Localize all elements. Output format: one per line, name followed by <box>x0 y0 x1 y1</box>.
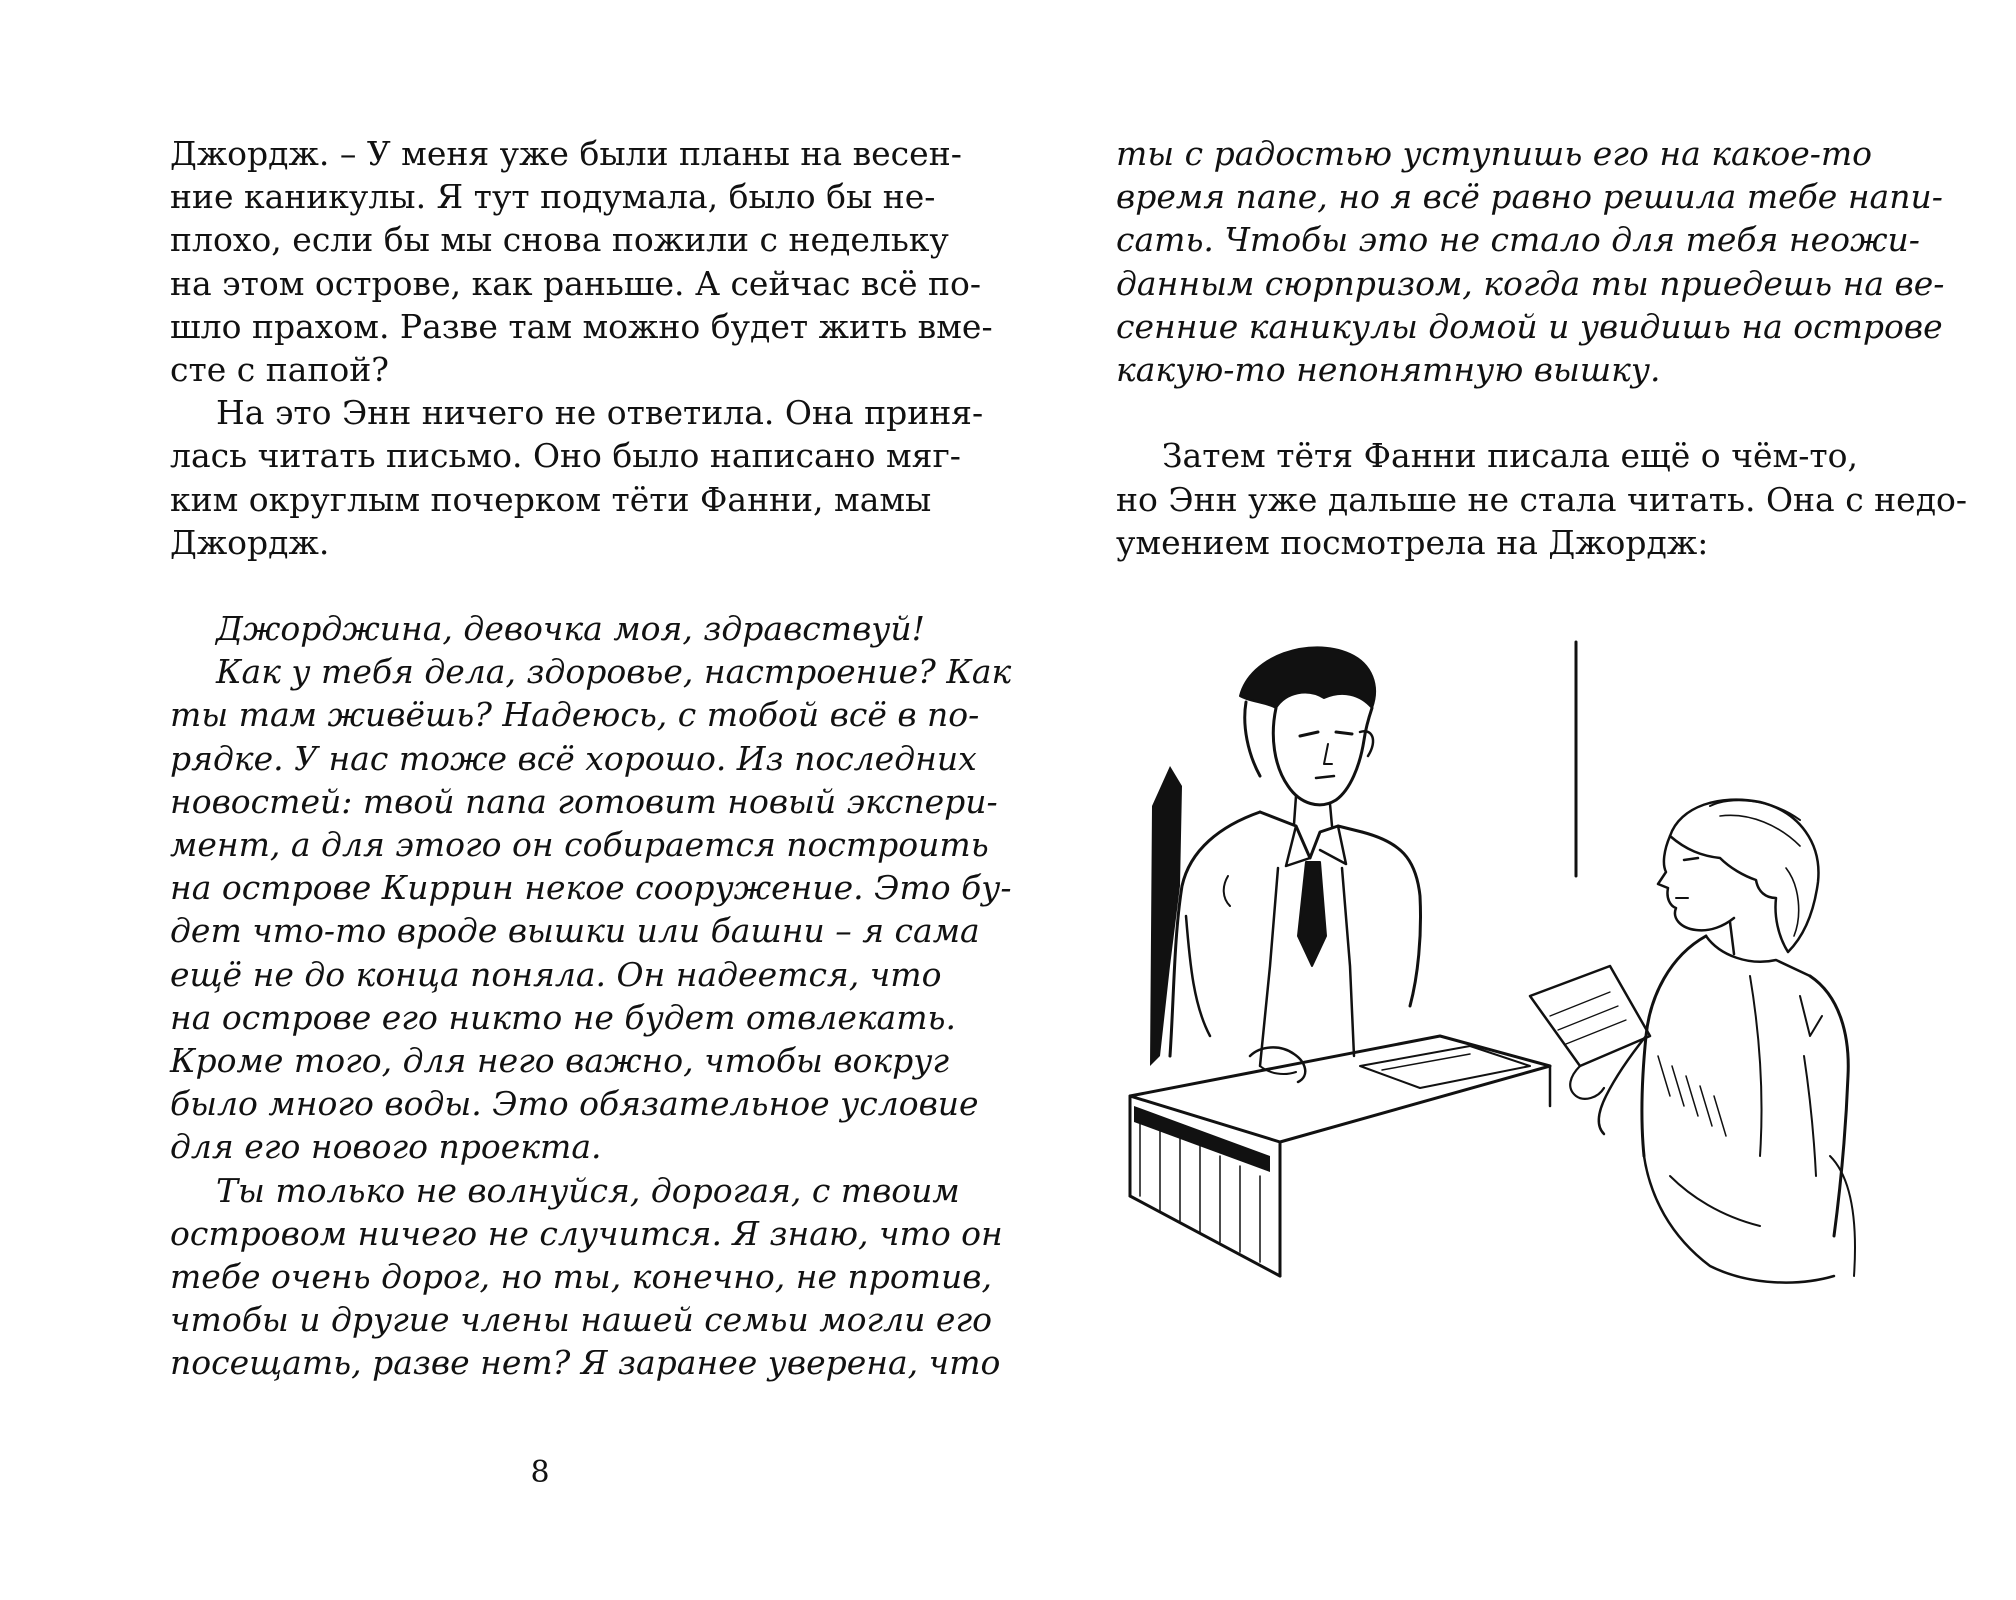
illustration <box>1110 636 1870 1336</box>
text-line: дет что-то вроде вышки или башни – я сама <box>170 911 980 951</box>
text-line: посещать, разве нет? Я заранее уверена, что <box>170 1343 1001 1383</box>
text-line: Как у тебя дела, здоровье, настроение? Как <box>216 652 1012 692</box>
left-page-text <box>170 132 1012 1384</box>
text-line: ты с радостью уступишь его на какое-то <box>1116 134 1873 173</box>
text-line: лась читать письмо. Оно было написано мяг- <box>170 436 961 476</box>
paragraph-gap <box>170 564 912 607</box>
text-line: время папе, но я всё равно решила тебе напи- <box>1116 177 1943 217</box>
text-line: чтобы и другие члены нашей семьи могли его <box>170 1300 993 1340</box>
text-line: сать. Чтобы это не стало для тебя неожи- <box>1116 220 1920 260</box>
text-line: На это Энн ничего не ответила. Она приня- <box>216 393 984 433</box>
text-line: Джордж. – У меня уже были планы на весен- <box>170 134 962 173</box>
text-line: Ты только не волнуйся, дорогая, с твоим <box>216 1170 960 1210</box>
text-line: рядке. У нас тоже всё хорошо. Из последних <box>170 738 977 778</box>
text-line: Затем тётя Фанни писала ещё о чём-то, <box>1162 436 1858 476</box>
text-line: сенние каникулы домой и увидишь на острове <box>1116 306 1943 346</box>
text-line: тебе очень дорог, но ты, конечно, не против, <box>170 1256 992 1296</box>
text-line: ещё не до конца поняла. Он надеется, что <box>170 954 942 994</box>
text-line: ты там живёшь? Надеюсь, с тобой всё в по- <box>170 695 980 735</box>
text-line: на острове Киррин некое сооружение. Это бу- <box>170 868 1012 908</box>
text-line: плохо, если бы мы снова пожили с недельку <box>170 220 949 260</box>
text-line: новостей: твой папа готовит новый экспери- <box>170 781 998 821</box>
text-line: какую-то непонятную вышку. <box>1116 349 1661 389</box>
text-line: было много воды. Это обязательное условие <box>170 1084 979 1124</box>
text-line: умением посмотрела на Джордж: <box>1116 522 1709 562</box>
text-line: данным сюрпризом, когда ты приедешь на ве- <box>1116 263 1945 303</box>
two-girls-at-table-icon <box>1110 636 1870 1336</box>
text-line: ние каникулы. Я тут подумала, было бы не- <box>170 177 936 217</box>
text-line: на острове его никто не будет отвлекать. <box>170 997 956 1037</box>
text-line: мент, а для этого он собирается построить <box>170 825 989 864</box>
text-line: на этом острове, как раньше. А сейчас всё по- <box>170 263 982 303</box>
right-page-text <box>1116 132 1968 564</box>
paragraph-gap <box>1116 391 1858 434</box>
text-line: но Энн уже дальше не стала читать. Она с недо- <box>1116 479 1968 519</box>
text-line: для его нового проекта. <box>170 1127 602 1167</box>
text-line: сте с папой? <box>170 349 389 389</box>
text-line: Кроме того, для него важно, чтобы вокруг <box>170 1040 950 1080</box>
letter-greeting: Джорджина, девочка моя, здравствуй! <box>216 609 925 649</box>
text-line: шло прахом. Разве там можно будет жить вме- <box>170 306 993 346</box>
text-line: ким округлым почерком тёти Фанни, мамы <box>170 479 932 519</box>
text-line: островом ничего не случится. Я знаю, что он <box>170 1213 1003 1253</box>
page-number: 8 <box>530 1455 550 1490</box>
text-line: Джордж. <box>170 522 330 562</box>
